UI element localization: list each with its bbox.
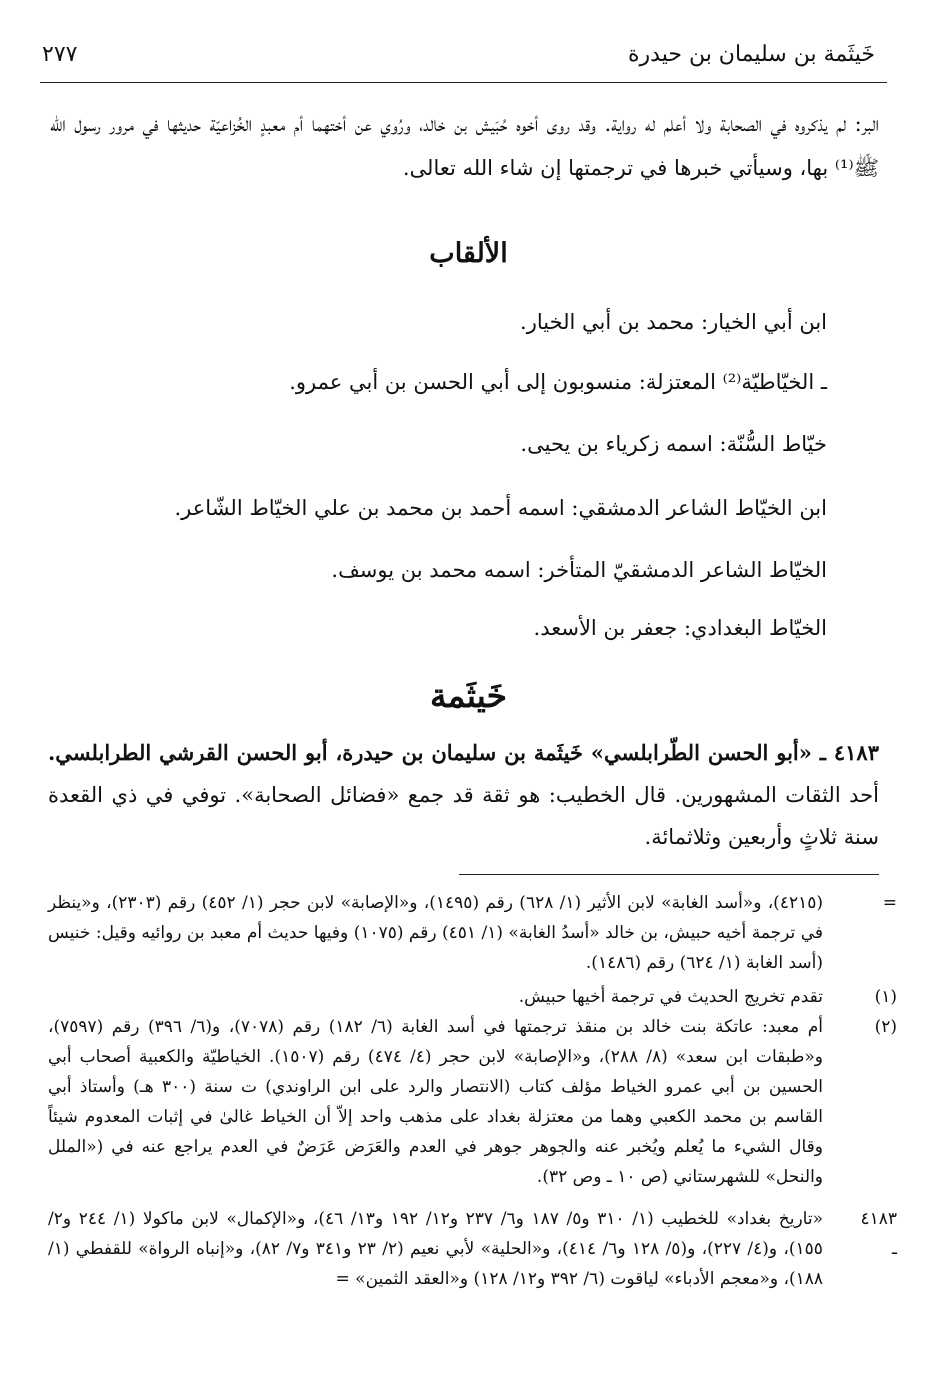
laqab-item: الخيّاط الشاعر الدمشقيّ المتأخر: اسمه محمد بن يوسف. <box>331 558 827 582</box>
footnote-mark: = <box>882 893 897 913</box>
footnote-text: (٤٢١٥)، و«أسد الغابة» لابن الأثير (١/ ٦٢٨) رقم (١٤٩٥)، و«الإصابة» لابن حجر (١/ ٤٥٢) رقم (٢٣٠٣)، و«ينظر في ترجمة أخيه حبيش، بن خالد «أسدُ الغابة» (١/ ٤٥١) رقم (١٠٧٥) وفيها حديث أم معبد بن روائيه وقيل: خنيس (أسد الغابة (١/ ٦٢٤) رقم (١٤٨٦). <box>48 893 823 973</box>
section-title-alqab: الألقاب <box>429 238 508 269</box>
footnote-mark: (١) <box>874 987 897 1007</box>
laqab-item: ـ الخيّاطيّة⁽²⁾ المعتزلة: منسوبون إلى أبي الحسن بن أبي عمرو. <box>289 370 827 394</box>
footnote-text: «تاريخ بغداد» للخطيب (١/ ٣١٠ و٥/ ١٨٧ و٦/ ٢٣٧ و١٢/ ١٩٢ و١٣/ ٤٦)، و«الإكمال» لابن ماكولا (١/ ٢٤٤ و٢/ ١٥٥)، و(٤/ ٢٢٧)، و(٥/ ١٢٨ و٦/ ٤١٤)، و«الحلية» لأبي نعيم (٢/ ٢٣ و٣٤١ و٧/ ٨٢)، و«إنباه الرواة» للقفطي (١/ ١٨٨)، و«معجم الأدباء» لياقوت (٦/ ٣٩٢ و١٢/ ١٢٨) و«العقد الثمين» = <box>48 1209 823 1289</box>
laqab-item: خيّاط السُّنّة: اسمه زكرياء بن يحيى. <box>520 432 827 456</box>
laqab-item: الخيّاط البغدادي: جعفر بن الأسعد. <box>533 616 827 640</box>
footnote-divider <box>459 874 879 875</box>
footnote-mark: ٤١٨٣ ـ <box>860 1209 897 1259</box>
footnote-continuation <box>48 888 897 978</box>
footnote-entry-4183 <box>48 1204 897 1294</box>
entry-title: خَيثَمة <box>429 676 508 715</box>
footnote-2 <box>48 1012 897 1192</box>
entry-paragraph <box>48 732 879 858</box>
laqab-item: ابن الخيّاط الشاعر الدمشقي: اسمه أحمد بن محمد بن علي الخيّاط الشّاعر. <box>174 496 827 520</box>
footnote-text: تقدم تخريج الحديث في ترجمة أخيها حبيش. <box>518 987 823 1007</box>
footnote-text: أم معبد: عاتكة بنت خالد بن منقذ ترجمتها في أسد الغابة (٦/ ١٨٢) رقم (٧٠٧٨)، و(٦/ ٣٩٦) رقم (٧٥٩٧)، و«طبقات ابن سعد» (٨/ ٢٨٨)، و«الإصابة» لابن حجر (٤/ ٤٧٤) رقم (١٥٠٧). الخياطيّة والكعبية أصحاب أبي الحسين بن أبي عمرو الخياط مؤلف كتاب (الانتصار والرد على ابن الراوندي) ت سنة (٣٠٠ هـ) وأستاذ أبي القاسم بن محمد الكعبي وهما من معتزلة بغداد على مذهب واحد إلاّ أن الخياط غالىٰ في إثبات المعدوم شيئاً وقال الشيء ما يُعلم ويُخبر عنه والجوهر جوهر في العدم والعَرَض عَرَضٌ في العدم يراجع عنه في («الملل والنحل» للشهرستاني (ص ١٠ ـ وص ٣٢). <box>48 1017 823 1187</box>
entry-head: ٤١٨٣ ـ «أبو الحسن الطّرابلسي» خَيثَمة بن سليمان بن حيدرة، أبو الحسن القرشي الطرابلسي. <box>48 740 879 765</box>
footnote-1 <box>48 982 897 1012</box>
laqab-item: ابن أبي الخيار: محمد بن أبي الخيار. <box>520 310 827 334</box>
entry-body: أحد الثقات المشهورين. قال الخطيب: هو ثقة قد جمع «فضائل الصحابة». توفي في ذي القعدة سنة ثلاثٍ وأربعين وثلاثمائة. <box>48 783 879 849</box>
page-number: ٢٧٧ <box>42 42 78 67</box>
running-title: خَيثَمة بن سليمان بن حيدرة <box>628 42 875 67</box>
intro-paragraph: البر: لم يذكروه في الصحابة ولا أعلم له رواية. وقد روى أخوه حُبَيش بن خالد، ورُوي عن أختهما أم معبدٍ الخُزاعيّة حديثها في مرور رسول الله ﷺ⁽¹⁾ بها، وسيأتي خبرها في ترجمتها إن شاء الله تعالى. <box>50 112 879 180</box>
page-header <box>40 36 887 83</box>
footnote-mark: (٢) <box>874 1017 897 1037</box>
